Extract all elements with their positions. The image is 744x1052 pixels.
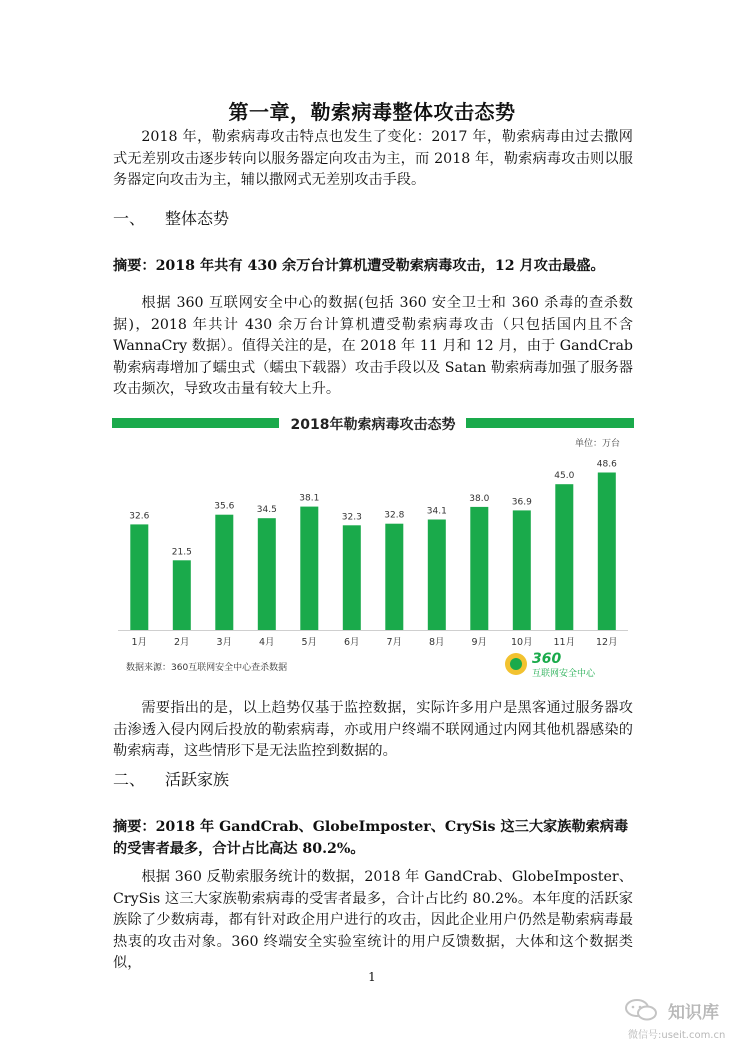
x-tick-label-11: 11月	[553, 637, 576, 648]
section-1-title: 整体态势	[165, 209, 230, 228]
title-band-right	[466, 418, 634, 428]
title-band-left	[112, 418, 279, 428]
x-tick-label-10: 10月	[511, 637, 533, 648]
chart-title: 2018年勒索病毒攻击态势	[290, 417, 456, 433]
bar-value-label-6: 32.3	[341, 512, 362, 523]
section-1-paragraph-1: 根据 360 互联网安全中心的数据(包括 360 安全卫士和 360 杀毒的查杀数据)，2018 年共计 430 余万台计算机遭受勒索病毒攻击（只包括国内且不含 WannaCry 数据）。值得关注的是，在 2018 年 11 月和 12 月，由于 GandCrab 勒索病毒增加了蠕虫式（蠕虫下载器）攻击手段以及 Satan 勒索病毒加强了服务器攻击频次，导致攻击量有较大上升。	[113, 295, 633, 397]
bar-value-label-10: 36.9	[511, 497, 532, 508]
intro-paragraph: 2018 年，勒索病毒攻击特点也发生了变化：2017 年，勒索病毒由过去撒网式无差别攻击逐步转向以服务器定向攻击为主，而 2018 年，勒索病毒攻击则以服务器定向攻击为主，辅以撒网式无差别攻击手段。	[113, 129, 633, 188]
watermark-name: 知识库	[668, 1003, 719, 1023]
bar-value-label-2: 21.5	[171, 547, 192, 558]
bar-11	[555, 484, 573, 630]
bar-value-label-1: 32.6	[129, 511, 150, 522]
x-tick-label-9: 9月	[471, 637, 488, 648]
x-tick-label-2: 2月	[174, 637, 190, 648]
chart-canvas	[112, 412, 634, 680]
bar-value-label-8: 34.1	[426, 506, 447, 517]
bar-value-label-4: 34.5	[256, 505, 277, 516]
watermark-sub: 微信号:useit.com.cn	[628, 1030, 726, 1041]
section-2-paragraph-1: 根据 360 反勒索服务统计的数据，2018 年 GandCrab、GlobeImposter、CrySis 这三大家族勒索病毒的受害者最多，合计占比约 80.2%。本年度的活跃家族除了少数病毒，都有针对政企用户进行的攻击，因此企业用户仍然是勒索病毒最热衷的攻击对象。360 终端安全实验室统计的用户反馈数据，大体和这个数据类似，	[113, 869, 633, 971]
bar-8	[428, 520, 446, 631]
logo-360	[505, 651, 596, 679]
section-1-paragraph-2: 需要指出的是，以上趋势仅基于监控数据，实际许多用户是黑客通过服务器攻击渗透入侵内网后投放的勒索病毒，亦或用户终端不联网通过内网其他机器感染的勒索病毒，这些情形下是无法监控到数据的。	[113, 700, 633, 759]
x-tick-label-1: 1月	[131, 637, 148, 648]
bars-layer	[118, 460, 628, 649]
bar-5	[300, 507, 318, 630]
chapter-title: 第一章，勒索病毒整体攻击态势	[228, 100, 516, 124]
bar-1	[130, 524, 148, 630]
logo-circle-inner	[510, 658, 522, 670]
bar-12	[598, 473, 616, 631]
x-tick-label-6: 6月	[344, 637, 360, 648]
bar-value-label-9: 38.0	[469, 493, 490, 504]
bar-3	[215, 515, 233, 630]
attack-trend-chart	[112, 412, 634, 680]
logo-text: 互联网安全中心	[532, 669, 596, 679]
bar-7	[385, 524, 403, 630]
logo-number: 360	[532, 651, 562, 667]
chart-source: 数据来源：360互联网安全中心查杀数据	[126, 663, 288, 673]
x-tick-label-3: 3月	[216, 637, 233, 648]
chart-unit-label: 单位：万台	[574, 439, 620, 449]
bar-value-label-5: 38.1	[299, 493, 320, 504]
x-tick-label-7: 7月	[386, 637, 403, 648]
bar-value-label-11: 45.0	[554, 471, 575, 482]
wechat-icon	[624, 998, 658, 1022]
bar-value-label-7: 32.8	[384, 510, 405, 521]
section-2-summary: 摘要：2018 年 GandCrab、GlobeImposter、CrySis 这三大家族勒索病毒的受害者最多，合计占比高达 80.2%。	[113, 819, 629, 857]
section-2-number: 二、	[113, 770, 146, 789]
bar-value-label-3: 35.6	[214, 501, 235, 512]
bar-2	[173, 560, 191, 630]
x-tick-label-12: 12月	[596, 637, 618, 648]
bar-9	[470, 507, 488, 630]
section-1-heading	[113, 206, 229, 229]
bar-value-label-12: 48.6	[596, 459, 617, 470]
bar-4	[258, 518, 276, 630]
section-2-heading	[113, 767, 229, 790]
page-number: 1	[368, 970, 376, 984]
watermark	[624, 996, 734, 1044]
x-tick-label-4: 4月	[259, 637, 275, 648]
x-tick-label-5: 5月	[301, 637, 318, 648]
section-2-title: 活跃家族	[165, 770, 230, 789]
x-tick-label-8: 8月	[429, 637, 445, 648]
bar-6	[343, 525, 361, 630]
bar-10	[513, 510, 531, 630]
section-1-summary: 摘要：2018 年共有 430 余万台计算机遭受勒索病毒攻击，12 月攻击最盛。	[113, 258, 605, 274]
section-1-number: 一、	[113, 209, 146, 228]
